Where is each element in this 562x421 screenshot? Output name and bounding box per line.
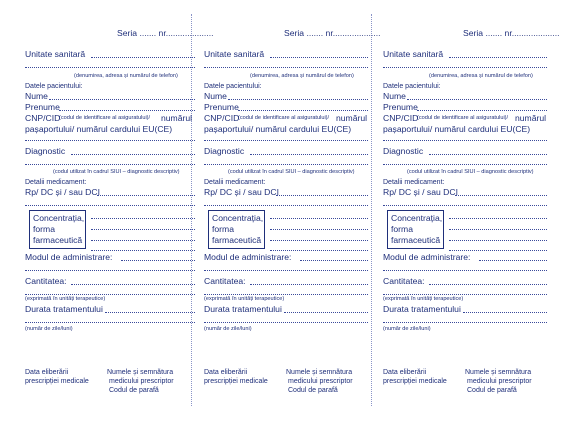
nume-label: Nume (383, 91, 406, 101)
modul-line[interactable] (479, 260, 547, 261)
exprim-note: (exprimată în unități terapeutice) (204, 296, 285, 302)
codul-parafa: Codul de parafă (467, 387, 517, 394)
unitate-label: Unitate sanitară (204, 49, 265, 59)
durata-line[interactable] (105, 312, 195, 313)
cnp-note: (codul de identificare al asiguratului)/ (238, 115, 330, 121)
durata-line[interactable] (463, 312, 547, 313)
medicului-prescriptor: medicului prescriptor (288, 378, 353, 385)
concentration-label: Concentrația, (391, 213, 443, 223)
prescriptiei-medicale: prescripției medicale (25, 378, 89, 385)
numele-semnatura: Numele și semnătura (107, 369, 174, 376)
rp-label: Rp/ DC și / sau DCI (383, 187, 458, 197)
rp-label: Rp/ DC și / sau DCI (204, 187, 279, 197)
unitate-note: (denumirea, adresa și numărul de telefon) (74, 73, 178, 79)
modul-line-2[interactable] (383, 270, 547, 271)
zile-note: (număr de zile/luni) (25, 326, 73, 332)
cantitatea-line[interactable] (71, 284, 195, 285)
concentration-line-4[interactable] (270, 250, 368, 251)
durata-line-2[interactable] (204, 322, 368, 323)
cnp-note: (codul de identificare al asiguratului)/ (417, 115, 509, 121)
cantitatea-line[interactable] (250, 284, 368, 285)
durata-label: Durata tratamentului (204, 304, 282, 314)
diagnostic-note: (codul utilizat în cadrul SIUI – diagnostic descriptiv) (228, 169, 355, 175)
cnp-label: CNP/CID (383, 113, 419, 123)
rp-line[interactable] (455, 195, 547, 196)
cnp-label: CNP/CID (204, 113, 240, 123)
cantitatea-label: Cantitatea: (383, 276, 425, 286)
unitate-line[interactable] (449, 57, 547, 58)
farmaceutica-label: farmaceutică (33, 235, 83, 245)
concentration-label: Concentrația, (33, 213, 85, 223)
cnp-line[interactable] (204, 140, 368, 141)
exprim-note: (exprimată în unități terapeutice) (383, 296, 464, 302)
detalii-label: Detalii medicament: (204, 179, 266, 186)
diagnostic-line[interactable] (250, 154, 368, 155)
diagnostic-line-2[interactable] (383, 164, 547, 165)
nume-line[interactable] (407, 99, 547, 100)
detalii-label: Detalii medicament: (25, 179, 87, 186)
numarul-label: numărul (515, 113, 547, 123)
unitate-note: (denumirea, adresa și numărul de telefon) (250, 73, 354, 79)
modul-line-2[interactable] (25, 270, 195, 271)
farmaceutica-label: farmaceutică (391, 235, 441, 245)
modul-label: Modul de administrare: (25, 252, 113, 262)
cnp-line[interactable] (25, 140, 195, 141)
pasaport-label: pașaportului/ numărul cardului EU(CE) (204, 124, 352, 134)
nume-label: Nume (25, 91, 48, 101)
diagnostic-label: Diagnostic (383, 146, 424, 156)
datele-label: Datele pacientului: (383, 83, 441, 90)
cantitatea-line-2[interactable] (204, 294, 368, 295)
unitate-line[interactable] (91, 57, 195, 58)
modul-line[interactable] (121, 260, 195, 261)
prenume-label: Prenume (25, 102, 60, 112)
modul-line-2[interactable] (204, 270, 368, 271)
rp-line[interactable] (97, 195, 195, 196)
nume-line[interactable] (49, 99, 195, 100)
prescription-form (204, 0, 381, 421)
data-eliberarii: Data eliberării (204, 369, 248, 376)
rp-label: Rp/ DC și / sau DCI (25, 187, 100, 197)
prenume-label: Prenume (383, 102, 418, 112)
rp-line[interactable] (276, 195, 368, 196)
unitate-label: Unitate sanitară (25, 49, 86, 59)
concentration-line-1[interactable] (270, 218, 368, 219)
concentration-line-2[interactable] (91, 229, 195, 230)
prenume-line[interactable] (59, 110, 195, 111)
codul-parafa: Codul de parafă (109, 387, 159, 394)
rp-line-2[interactable] (383, 205, 547, 206)
unitate-label: Unitate sanitară (383, 49, 444, 59)
datele-label: Datele pacientului: (204, 83, 262, 90)
diagnostic-label: Diagnostic (25, 146, 66, 156)
unitate-note: (denumirea, adresa și numărul de telefon) (429, 73, 533, 79)
forma-label: forma (212, 224, 234, 234)
pasaport-label: pașaportului/ numărul cardului EU(CE) (25, 124, 173, 134)
series-number: Seria ....... nr.................... (117, 28, 214, 38)
concentration-line-2[interactable] (270, 229, 368, 230)
durata-label: Durata tratamentului (25, 304, 103, 314)
diagnostic-label: Diagnostic (204, 146, 245, 156)
diagnostic-line[interactable] (71, 154, 195, 155)
unitate-line-2[interactable] (204, 67, 368, 68)
series-number: Seria ....... nr.................... (463, 28, 560, 38)
prescription-form (25, 0, 214, 421)
unitate-line-2[interactable] (25, 67, 195, 68)
data-eliberarii: Data eliberării (383, 369, 427, 376)
cantitatea-line-2[interactable] (25, 294, 195, 295)
medicului-prescriptor: medicului prescriptor (467, 378, 532, 385)
rp-line-2[interactable] (204, 205, 368, 206)
concentration-line-4[interactable] (449, 250, 547, 251)
series-number: Seria ....... nr.................... (284, 28, 381, 38)
rp-line-2[interactable] (25, 205, 195, 206)
numarul-label: numărul (161, 113, 193, 123)
cantitatea-label: Cantitatea: (25, 276, 67, 286)
modul-label: Modul de administrare: (383, 252, 471, 262)
prescriptiei-medicale: prescripției medicale (383, 378, 447, 385)
forma-label: forma (391, 224, 413, 234)
nume-label: Nume (204, 91, 227, 101)
diagnostic-line[interactable] (429, 154, 547, 155)
unitate-line-2[interactable] (383, 67, 547, 68)
concentration-line-2[interactable] (449, 229, 547, 230)
prenume-label: Prenume (204, 102, 239, 112)
pasaport-label: pașaportului/ numărul cardului EU(CE) (383, 124, 531, 134)
forma-label: forma (33, 224, 55, 234)
codul-parafa: Codul de parafă (288, 387, 338, 394)
durata-line-2[interactable] (383, 322, 547, 323)
cantitatea-line-2[interactable] (383, 294, 547, 295)
medicului-prescriptor: medicului prescriptor (109, 378, 174, 385)
numele-semnatura: Numele și semnătura (286, 369, 353, 376)
cantitatea-label: Cantitatea: (204, 276, 246, 286)
modul-line[interactable] (300, 260, 368, 261)
datele-label: Datele pacientului: (25, 83, 83, 90)
durata-line-2[interactable] (25, 322, 195, 323)
concentration-label: Concentrația, (212, 213, 264, 223)
cnp-line[interactable] (383, 140, 547, 141)
numele-semnatura: Numele și semnătura (465, 369, 532, 376)
data-eliberarii: Data eliberării (25, 369, 69, 376)
nume-line[interactable] (228, 99, 368, 100)
farmaceutica-label: farmaceutică (212, 235, 262, 245)
zile-note: (număr de zile/luni) (383, 326, 431, 332)
cantitatea-line[interactable] (429, 284, 547, 285)
concentration-line-1[interactable] (91, 218, 195, 219)
diagnostic-line-2[interactable] (25, 164, 195, 165)
unitate-line[interactable] (270, 57, 368, 58)
prenume-line[interactable] (417, 110, 547, 111)
concentration-line-4[interactable] (91, 250, 195, 251)
concentration-line-3[interactable] (449, 240, 547, 241)
durata-line[interactable] (284, 312, 368, 313)
exprim-note: (exprimată în unități terapeutice) (25, 296, 106, 302)
durata-label: Durata tratamentului (383, 304, 461, 314)
concentration-line-1[interactable] (449, 218, 547, 219)
concentration-line-3[interactable] (91, 240, 195, 241)
cnp-note: (codul de identificare al asiguratului)/ (59, 115, 151, 121)
detalii-label: Detalii medicament: (383, 179, 445, 186)
prescription-form (383, 0, 560, 421)
zile-note: (număr de zile/luni) (204, 326, 252, 332)
prenume-line[interactable] (238, 110, 368, 111)
cnp-label: CNP/CID (25, 113, 61, 123)
diagnostic-line-2[interactable] (204, 164, 368, 165)
modul-label: Modul de administrare: (204, 252, 292, 262)
prescriptiei-medicale: prescripției medicale (204, 378, 268, 385)
concentration-line-3[interactable] (270, 240, 368, 241)
diagnostic-note: (codul utilizat în cadrul SIUI – diagnostic descriptiv) (53, 169, 180, 175)
numarul-label: numărul (336, 113, 368, 123)
diagnostic-note: (codul utilizat în cadrul SIUI – diagnostic descriptiv) (407, 169, 534, 175)
